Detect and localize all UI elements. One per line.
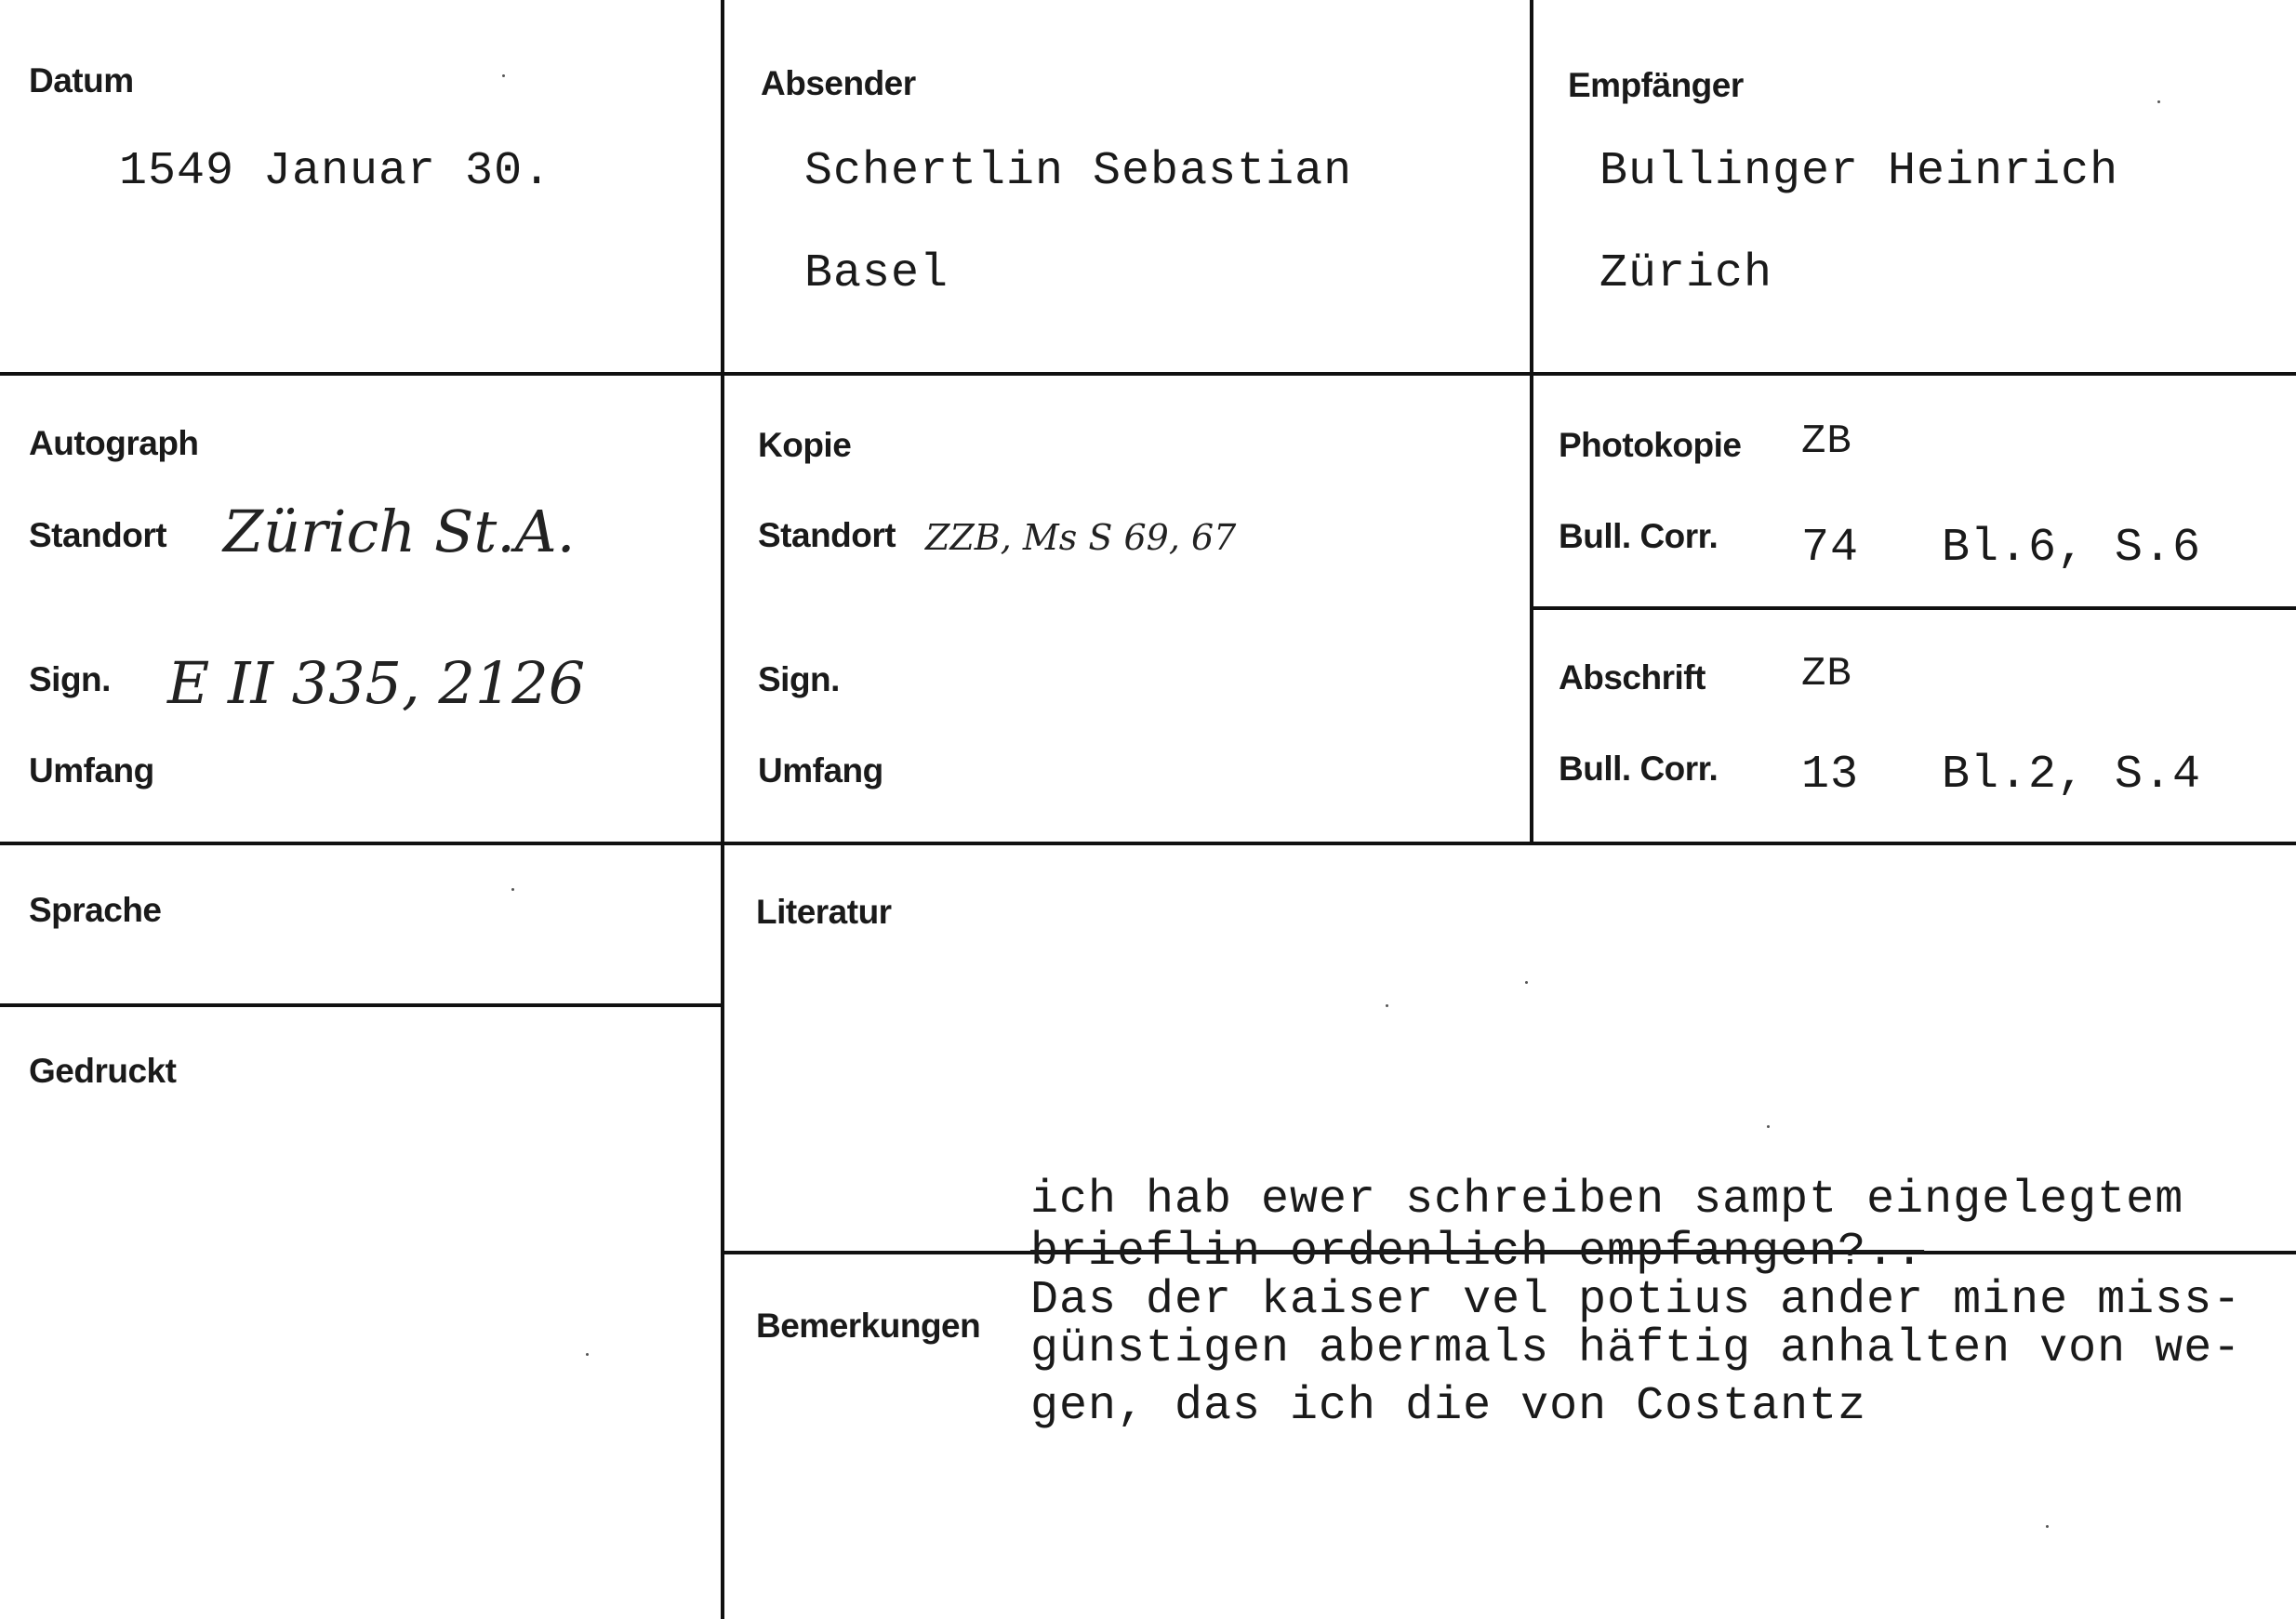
kopie-sign-label: Sign. bbox=[758, 660, 840, 698]
paper-speck bbox=[1767, 1125, 1770, 1128]
autograph-standort-label: Standort bbox=[29, 516, 167, 554]
sprache-label: Sprache bbox=[29, 891, 162, 929]
photokopie-label: Photokopie bbox=[1559, 426, 1742, 464]
autograph-sign-value: E II 335, 2126 bbox=[167, 649, 586, 717]
divider-col-1 bbox=[721, 0, 724, 1619]
abschrift-label: Abschrift bbox=[1559, 658, 1705, 697]
paper-speck bbox=[1386, 1004, 1388, 1007]
paper-speck bbox=[2157, 100, 2160, 103]
abschrift-corr-label: Bull. Corr. bbox=[1559, 750, 1719, 788]
gedruckt-label: Gedruckt bbox=[29, 1052, 177, 1090]
literatur-label: Literatur bbox=[756, 893, 892, 931]
empfaenger-label: Empfänger bbox=[1568, 66, 1744, 104]
absender-ort: Basel bbox=[804, 247, 949, 300]
abschrift-value: ZB bbox=[1801, 651, 1852, 697]
paper-speck bbox=[502, 74, 505, 77]
divider-row-1 bbox=[0, 372, 2296, 376]
bemerkungen-label: Bemerkungen bbox=[756, 1307, 981, 1345]
divider-sprache-gedruckt bbox=[0, 1003, 721, 1007]
empfaenger-name: Bullinger Heinrich bbox=[1599, 145, 2119, 198]
autograph-umfang-label: Umfang bbox=[29, 751, 154, 790]
autograph-sign-label: Sign. bbox=[29, 660, 111, 698]
divider-col-2 bbox=[1530, 0, 1533, 843]
photokopie-value: ZB bbox=[1801, 418, 1852, 465]
paper-speck bbox=[511, 888, 514, 891]
remark-line-1: ich hab ewer schreiben sampt eingelegtem bbox=[1030, 1174, 2184, 1227]
autograph-standort-value: Zürich St.A. bbox=[223, 498, 576, 565]
absender-label: Absender bbox=[761, 64, 916, 102]
empfaenger-ort: Zürich bbox=[1599, 247, 1773, 300]
kopie-umfang-label: Umfang bbox=[758, 751, 883, 790]
kopie-standort-value: ZZB, Ms S 69, 67 bbox=[925, 517, 1237, 558]
kopie-label: Kopie bbox=[758, 426, 852, 464]
autograph-label: Autograph bbox=[29, 424, 199, 462]
remark-line-5: gen, das ich die von Costantz bbox=[1030, 1380, 1867, 1433]
datum-label: Datum bbox=[29, 61, 134, 100]
divider-photokopie-abschrift bbox=[1532, 606, 2296, 610]
photokopie-corr-ref: Bl.6, S.6 bbox=[1942, 522, 2202, 575]
remark-line-3: Das der kaiser vel potius ander mine miss- bbox=[1030, 1274, 2242, 1327]
absender-name: Schertlin Sebastian bbox=[804, 145, 1353, 198]
datum-value: 1549 Januar 30. bbox=[119, 145, 552, 198]
paper-speck bbox=[2046, 1525, 2049, 1528]
paper-speck bbox=[1525, 981, 1528, 984]
photokopie-corr-label: Bull. Corr. bbox=[1559, 517, 1719, 555]
photokopie-corr-num: 74 bbox=[1801, 522, 1860, 575]
abschrift-corr-ref: Bl.2, S.4 bbox=[1942, 749, 2202, 802]
abschrift-corr-num: 13 bbox=[1801, 749, 1860, 802]
remark-line-4: günstigen abermals häftig anhalten von we- bbox=[1030, 1322, 2242, 1375]
paper-speck bbox=[586, 1353, 589, 1356]
remark-line-2: brieflin ordenlich empfangen?.. bbox=[1030, 1226, 1925, 1279]
kopie-standort-label: Standort bbox=[758, 516, 896, 554]
divider-row-2 bbox=[0, 842, 2296, 845]
